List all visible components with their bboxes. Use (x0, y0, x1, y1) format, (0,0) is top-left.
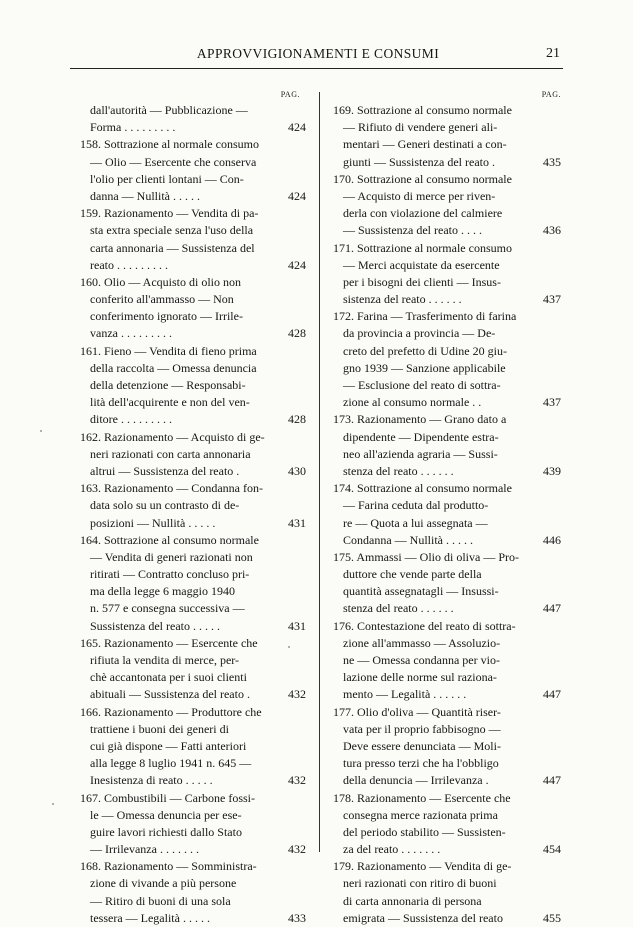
index-entry-line (80, 652, 306, 669)
index-entry-line (333, 497, 561, 514)
entry-text: — Esclusione del reato di sottra- (343, 378, 501, 392)
index-entry-line (333, 875, 561, 892)
entry-text: lità dell'acquirente e non del ven- (90, 395, 250, 410)
entry-text: Sussistenza del reato . . . . . (90, 618, 220, 633)
entry-text: data solo su un contrasto di de- (90, 498, 240, 513)
index-entry-line (80, 618, 306, 635)
page-reference: 436 (543, 223, 561, 238)
entry-text: reato . . . . . . . . . (90, 257, 168, 272)
index-entry-line (80, 549, 306, 566)
index-entry-line (80, 669, 306, 686)
entry-text: Olio d'oliva — Quantità riser- (357, 704, 501, 719)
index-entry-line (80, 102, 306, 119)
index-column-left (80, 90, 306, 927)
index-entry-start (80, 858, 306, 875)
entry-text: n. 577 e consegna successiva — (90, 601, 245, 616)
index-entry-line (80, 446, 306, 463)
scan-speck (40, 430, 42, 432)
entry-text: za del reato . . . . . . . (343, 842, 441, 857)
index-entry-line (80, 772, 306, 789)
index-entry-line (333, 377, 561, 394)
page-reference: 424 (288, 120, 306, 135)
entry-text: l'olio per clienti lontani — Con- (90, 171, 244, 186)
index-entry-line (80, 893, 306, 910)
entry-text: sistenza del reato . . . . . . (343, 292, 462, 307)
index-entry-line (333, 446, 561, 463)
entry-text: trattiene i buoni dei generi di (90, 721, 229, 736)
index-entry-line (80, 377, 306, 394)
index-entry-line (333, 532, 561, 549)
entry-text: Sottrazione al consumo normale (104, 532, 259, 547)
page-reference: 424 (288, 257, 306, 272)
entry-text: conferito all'ammasso — Non (90, 292, 234, 307)
entry-text: dall'autorità — Pubblicazione — (90, 103, 248, 117)
entry-text: zione all'ammasso — Assoluzio- (343, 635, 501, 650)
entry-text: Condanna — Nullità . . . . . (343, 532, 473, 547)
entry-text: — Farina ceduta dal produtto- (343, 498, 489, 513)
entry-number: 158. (80, 137, 101, 152)
entry-text: Razionamento — Somministra- (104, 859, 257, 874)
index-entry-line (333, 343, 561, 360)
entry-text: abituali — Sussistenza del reato . (90, 687, 250, 702)
index-entry-start (333, 480, 561, 497)
index-entry-line (80, 807, 306, 824)
index-entry-start (80, 205, 306, 222)
entry-text: posizioni — Nullità . . . . . (90, 515, 216, 530)
entry-number: 173. (333, 412, 354, 427)
index-entry-line (333, 841, 561, 858)
entry-text: Sottrazione al consumo normale (357, 103, 512, 117)
entry-text: Razionamento — Acquisto di ge- (104, 429, 265, 444)
entry-number: 168. (80, 859, 101, 874)
index-entry-line (333, 910, 561, 927)
index-entry-start (333, 171, 561, 188)
entry-text: Forma . . . . . . . . . (90, 120, 176, 135)
entry-text: Razionamento — Esercente che (357, 790, 511, 805)
index-entry-line (333, 222, 561, 239)
index-entry-line (80, 257, 306, 274)
page-number: 21 (546, 46, 560, 61)
entry-text: quantità assegnatagli — Insussi- (343, 584, 499, 599)
entry-text: Contestazione del reato di sottra- (357, 618, 516, 633)
entry-text: Sottrazione al consumo normale (357, 481, 512, 496)
entry-text: — Ritiro di buoni di una sola (90, 893, 231, 908)
page-reference: 447 (543, 773, 561, 788)
index-entry-line (80, 841, 306, 858)
entry-text: zione al consumo normale . . (343, 395, 482, 410)
index-entry-line (333, 600, 561, 617)
entry-text: mento — Legalità . . . . . . (343, 687, 467, 702)
entry-text: emigrata — Sussistenza del reato (343, 910, 503, 925)
entry-text: — Merci acquistate da esercente (343, 257, 500, 272)
index-entry-start (333, 549, 561, 566)
entry-text: ritirati — Contratto concluso pri- (90, 567, 250, 582)
index-entry-line (333, 893, 561, 910)
index-entry-line (333, 772, 561, 789)
entry-text: ma della legge 6 maggio 1940 (90, 584, 235, 599)
index-entry-line (333, 463, 561, 480)
page-reference: 454 (543, 842, 561, 857)
entry-text: — Sussistenza del reato . . . . (343, 223, 482, 238)
index-entry-line (80, 755, 306, 772)
entry-text: — Vendita di generi razionati non (90, 549, 253, 564)
page-reference: 428 (288, 326, 306, 341)
entry-text: cui già dispone — Fatti anteriori (90, 738, 247, 753)
index-entry-line (80, 738, 306, 755)
index-entry-line (80, 875, 306, 892)
entry-text: neri razionati con ritiro di buoni (343, 876, 497, 891)
index-entry-line (80, 515, 306, 532)
index-entry-line (333, 119, 561, 136)
page-reference: 455 (543, 910, 561, 925)
entry-text: gno 1939 — Sanzione applicabile (343, 360, 506, 375)
entry-number: 167. (80, 790, 101, 805)
index-entry-start (80, 480, 306, 497)
entry-text: ne — Omessa condanna per vio- (343, 653, 500, 667)
entry-number: 171. (333, 240, 354, 255)
entry-number: 177. (333, 704, 354, 719)
page-reference: 447 (543, 687, 561, 702)
index-entry-start (333, 790, 561, 807)
entry-text: della denuncia — Irrilevanza . (343, 773, 489, 788)
entry-number: 172. (333, 309, 354, 324)
index-entry-line (80, 222, 306, 239)
index-entry-line (80, 824, 306, 841)
page-reference: 431 (288, 515, 306, 530)
page-reference: 439 (543, 463, 561, 478)
index-entry-start (80, 704, 306, 721)
page-reference: 447 (543, 601, 561, 616)
entry-text: Farina — Trasferimento di farina (357, 309, 517, 324)
index-entry-start (333, 240, 561, 257)
index-entry-line (333, 325, 561, 342)
index-entry-line (80, 411, 306, 428)
entry-text: le — Omessa denuncia per ese- (90, 807, 242, 822)
index-entry-line (80, 686, 306, 703)
page-reference: 433 (288, 910, 306, 925)
entry-text: — Acquisto di merce per riven- (343, 188, 496, 203)
index-entry-line (333, 154, 561, 171)
entry-number: 160. (80, 274, 101, 289)
entry-text: danna — Nullità . . . . . (90, 188, 200, 203)
index-entry-start (80, 790, 306, 807)
entry-text: — Olio — Esercente che conserva (90, 154, 257, 169)
entry-text: Razionamento — Condanna fon- (104, 481, 263, 496)
index-entry-line (333, 429, 561, 446)
index-entry-line (80, 600, 306, 617)
entry-text: Ammassi — Olio di oliva — Pro- (356, 549, 520, 564)
index-entry-line (333, 686, 561, 703)
page-reference: 430 (288, 463, 306, 478)
index-entry-line (333, 652, 561, 669)
entry-text: Fieno — Vendita di fieno prima (104, 343, 257, 358)
page-reference: 435 (543, 154, 561, 169)
index-column-right (333, 90, 561, 927)
entry-number: 178. (333, 790, 354, 805)
index-entry-start (333, 308, 561, 325)
entry-text: Combustibili — Carbone fossi- (104, 790, 255, 805)
index-entry-line (80, 463, 306, 480)
index-entry-line (80, 291, 306, 308)
entry-number: 170. (333, 171, 354, 186)
index-entry-start (80, 532, 306, 549)
entry-number: 175. (333, 549, 354, 564)
index-entry-line (333, 274, 561, 291)
entry-text: altrui — Sussistenza del reato . (90, 463, 240, 478)
index-entry-line (333, 205, 561, 222)
page-reference: 437 (543, 292, 561, 307)
index-entry-start (333, 411, 561, 428)
entry-number: 163. (80, 481, 101, 496)
index-entry-line (333, 291, 561, 308)
page-reference: 432 (288, 773, 306, 788)
page-reference: 446 (543, 532, 561, 547)
index-entry-line (333, 360, 561, 377)
scan-speck (288, 646, 290, 648)
entry-text: — Rifiuto di vendere generi ali- (343, 120, 498, 135)
page-reference: 431 (288, 618, 306, 633)
index-entry-line (80, 497, 306, 514)
entry-text: Razionamento — Vendita di ge- (357, 859, 512, 874)
entry-text: vata per il proprio fabbisogno — (343, 721, 501, 736)
entry-text: per i bisogni dei clienti — Insus- (343, 274, 501, 289)
entry-text: — Irrilevanza . . . . . . . (90, 842, 199, 857)
index-entry-line (333, 394, 561, 411)
entry-text: creto del prefetto di Udine 20 giu- (343, 343, 507, 358)
entry-text: Razionamento — Produttore che (104, 704, 262, 719)
index-entry-line (333, 635, 561, 652)
page-title: APPROVVIGIONAMENTI E CONSUMI (196, 46, 440, 61)
index-entry-line (333, 669, 561, 686)
index-entry-line (333, 515, 561, 532)
index-entry-line (333, 257, 561, 274)
entry-number: 164. (80, 532, 101, 547)
scan-speck (52, 803, 54, 805)
entry-number: 174. (333, 481, 354, 496)
entry-text: Razionamento — Vendita di pa- (104, 206, 259, 221)
entry-text: re — Quota a lui assegnata — (343, 515, 488, 530)
index-entry-line (80, 308, 306, 325)
entry-text: consegna merce razionata prima (343, 807, 498, 822)
column-divider (319, 92, 320, 852)
entry-text: mentari — Generi destinati a con- (343, 137, 507, 152)
entry-text: derla con violazione del calmiere (343, 206, 503, 221)
index-entry-line (333, 721, 561, 738)
entry-text: stenza del reato . . . . . . (343, 463, 454, 478)
index-entry-start (333, 102, 561, 119)
index-entry-line (80, 171, 306, 188)
index-entry-start (80, 429, 306, 446)
pag-label: PAG. (280, 90, 300, 99)
index-entry-line (333, 136, 561, 153)
index-entry-start (333, 618, 561, 635)
entry-text: Inesistenza di reato . . . . . (90, 773, 213, 788)
index-entry-line (80, 188, 306, 205)
entry-text: della raccolta — Omessa denuncia (90, 360, 257, 375)
index-entry-line (80, 394, 306, 411)
entry-text: vanza . . . . . . . . . (90, 326, 172, 341)
pag-label: PAG. (541, 90, 561, 99)
entry-text: neo all'azienda agraria — Sussi- (343, 446, 498, 461)
index-entry-line (80, 240, 306, 257)
entry-text: Sottrazione al normale consumo (104, 137, 259, 152)
index-entry-line (333, 738, 561, 755)
page-reference: 432 (288, 842, 306, 857)
entry-text: tessera — Legalità . . . . . (90, 910, 210, 925)
entry-text: della detenzione — Responsabi- (90, 378, 246, 392)
entry-number: 169. (333, 103, 354, 117)
index-entry-line (333, 583, 561, 600)
entry-text: duttore che vende parte della (343, 567, 482, 582)
index-entry-line (80, 721, 306, 738)
entry-text: Sottrazione al consumo normale (357, 171, 512, 186)
index-entry-line (80, 583, 306, 600)
entry-text: neri razionati con carta annonaria (90, 446, 251, 461)
entry-number: 166. (80, 704, 101, 719)
entry-text: dipendente — Dipendente estra- (343, 429, 499, 444)
index-entry-line (333, 824, 561, 841)
entry-text: Deve essere denunciata — Moli- (343, 738, 501, 753)
index-entry-line (80, 360, 306, 377)
entry-text: Olio — Acquisto di olio non (104, 274, 242, 289)
entry-text: ditore . . . . . . . . . (90, 412, 172, 427)
entry-text: rifiuta la vendita di merce, per- (90, 653, 240, 667)
index-entry-line (80, 910, 306, 927)
index-entry-line (333, 566, 561, 583)
entry-text: Razionamento — Grano dato a (357, 412, 507, 427)
entry-text: zione di vivande a più persone (90, 876, 237, 891)
index-entry-start (80, 635, 306, 652)
index-entry-start (333, 858, 561, 875)
entry-number: 161. (80, 343, 101, 358)
page-reference: 432 (288, 687, 306, 702)
running-header (76, 46, 560, 68)
index-entry-line (333, 807, 561, 824)
page-reference: 437 (543, 395, 561, 410)
page-reference: 428 (288, 412, 306, 427)
entry-number: 179. (333, 859, 354, 874)
entry-text: da provincia a provincia — De- (343, 326, 496, 341)
entry-number: 165. (80, 635, 101, 650)
index-entry-line (333, 188, 561, 205)
entry-text: alla legge 8 luglio 1941 n. 645 — (90, 756, 252, 771)
index-entry-line (333, 755, 561, 772)
entry-text: lazione delle norme sul raziona- (343, 670, 497, 685)
entry-text: del periodo stabilito — Sussisten- (343, 824, 506, 839)
index-entry-line (80, 154, 306, 171)
entry-text: tura presso terzi che ha l'obbligo (343, 756, 499, 771)
index-entry-start (80, 136, 306, 153)
index-entry-line (80, 325, 306, 342)
entry-text: Razionamento — Esercente che (104, 635, 258, 650)
entry-text: chè accantonata per i suoi clienti (90, 670, 247, 685)
entry-text: di carta annonaria di persona (343, 893, 482, 908)
index-entry-line (80, 566, 306, 583)
header-rule (70, 68, 563, 69)
entry-text: Sottrazione al normale consumo (357, 240, 512, 255)
entry-number: 162. (80, 429, 101, 444)
entry-text: carta annonaria — Sussistenza del (90, 240, 255, 255)
page-reference: 424 (288, 188, 306, 203)
entry-number: 159. (80, 206, 101, 221)
entry-text: sta extra speciale senza l'uso della (90, 223, 254, 238)
entry-text: conferimento ignorato — Irrile- (90, 309, 243, 324)
index-entry-start (80, 343, 306, 360)
entry-text: guire lavori richiesti dallo Stato (90, 824, 242, 839)
index-entry-start (333, 704, 561, 721)
index-entry-line (80, 119, 306, 136)
index-entry-start (80, 274, 306, 291)
entry-text: stenza del reato . . . . . . (343, 601, 454, 616)
entry-text: giunti — Sussistenza del reato . (343, 154, 495, 169)
entry-number: 176. (333, 618, 354, 633)
